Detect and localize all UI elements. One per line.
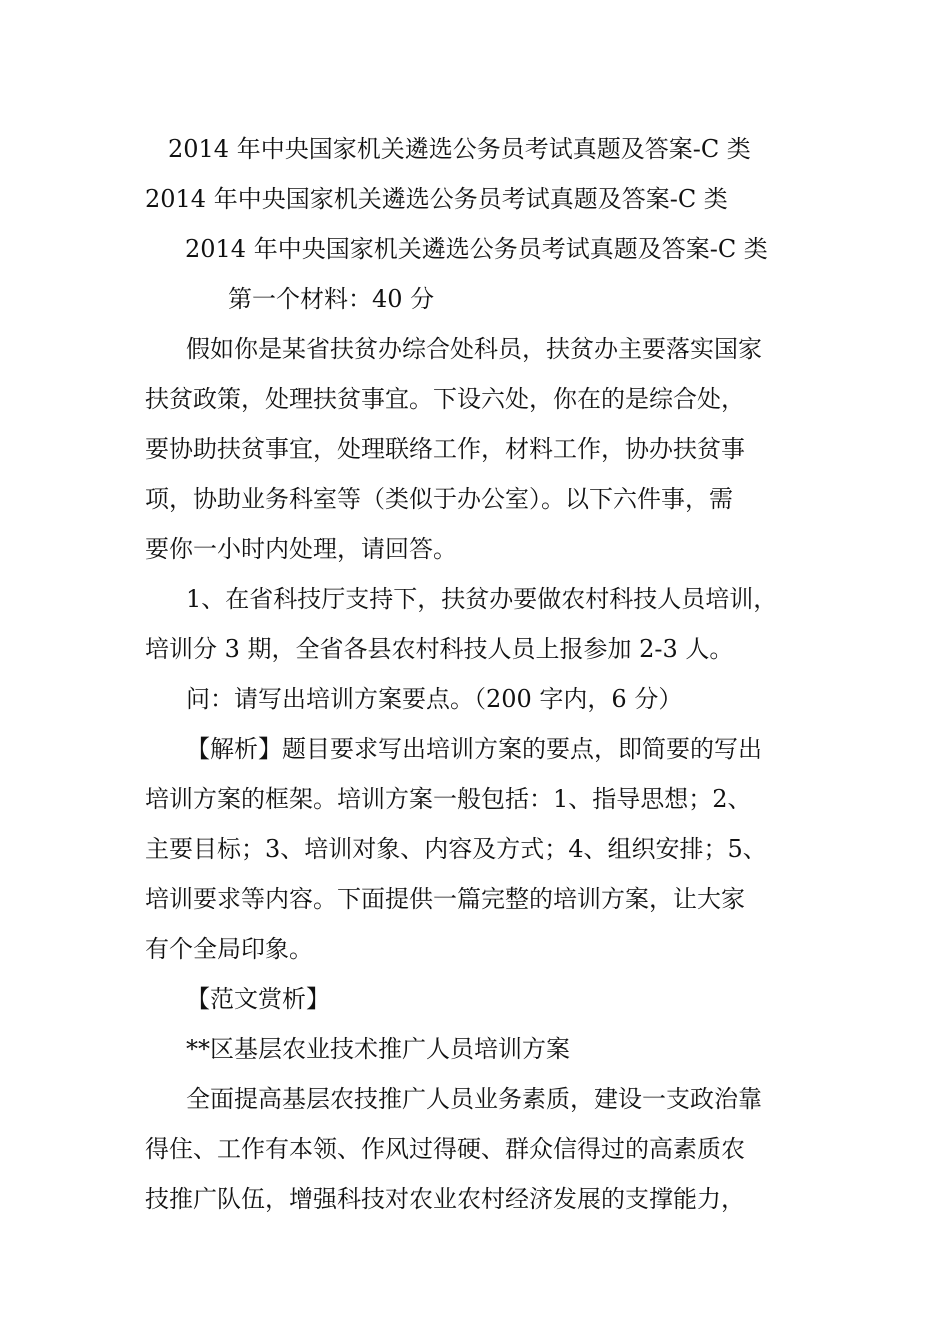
analysis-line-3: 主要目标；3、培训对象、内容及方式；4、组织安排；5、 [145, 835, 767, 863]
intro-line-2: 扶贫政策，处理扶贫事宜。下设六处，你在的是综合处， [145, 385, 745, 413]
intro-line-5: 要你一小时内处理，请回答。 [145, 535, 457, 563]
sample-heading: 【范文赏析】 [186, 985, 330, 1013]
title-line-1: 2014 年中央国家机关遴选公务员考试真题及答案-C 类 [168, 135, 751, 163]
analysis-line-1: 【解析】题目要求写出培训方案的要点，即简要的写出 [186, 735, 762, 763]
title-line-2: 2014 年中央国家机关遴选公务员考试真题及答案-C 类 [145, 185, 728, 213]
intro-line-1: 假如你是某省扶贫办综合处科员，扶贫办主要落实国家 [186, 335, 762, 363]
analysis-line-4: 培训要求等内容。下面提供一篇完整的培训方案，让大家 [145, 885, 745, 913]
intro-line-3: 要协助扶贫事宜，处理联络工作，材料工作，协办扶贫事 [145, 435, 745, 463]
question1-line-1: 1、在省科技厅支持下，扶贫办要做农村科技人员培训， [186, 585, 778, 613]
analysis-line-5: 有个全局印象。 [145, 935, 313, 963]
title-line-3: 2014 年中央国家机关遴选公务员考试真题及答案-C 类 [185, 235, 768, 263]
question1-line-2: 培训分 3 期，全省各县农村科技人员上报参加 2-3 人。 [145, 635, 734, 663]
analysis-line-2: 培训方案的框架。培训方案一般包括：1、指导思想；2、 [145, 785, 752, 813]
sample-title: **区基层农业技术推广人员培训方案 [186, 1035, 570, 1063]
question1-ask: 问：请写出培训方案要点。（200 字内，6 分） [186, 685, 683, 713]
sample-body-line-1: 全面提高基层农技推广人员业务素质，建设一支政治靠 [186, 1085, 762, 1113]
intro-line-4: 项，协助业务科室等（类似于办公室）。以下六件事，需 [145, 485, 733, 513]
sample-body-line-3: 技推广队伍，增强科技对农业农村经济发展的支撑能力， [145, 1185, 745, 1213]
sample-body-line-2: 得住、工作有本领、作风过得硬、群众信得过的高素质农 [145, 1135, 745, 1163]
material-heading: 第一个材料：40 分 [228, 285, 435, 313]
